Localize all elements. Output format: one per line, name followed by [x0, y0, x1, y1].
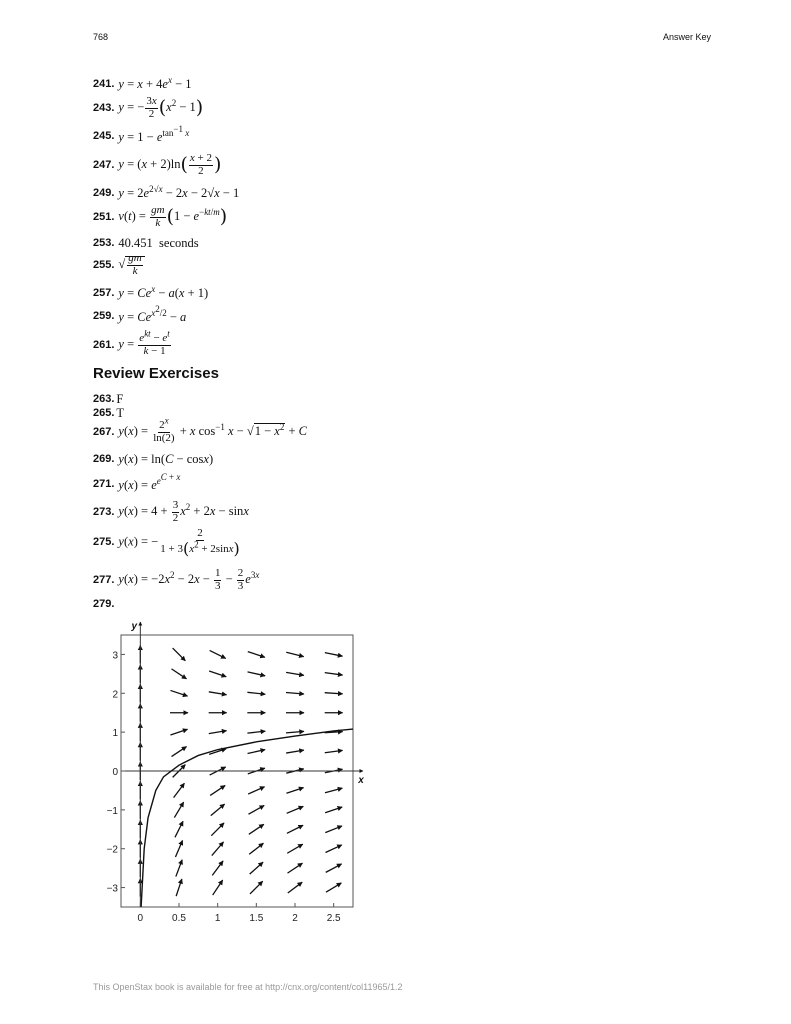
slope-arrow [212, 861, 223, 875]
slope-arrow [210, 785, 225, 795]
answer-243: 243. y = − $\frac{3x}{2}$ $(x^2 - 1)$ [93, 95, 204, 120]
x-tick-label: 2 [292, 913, 298, 923]
slope-arrow [248, 805, 264, 814]
answer-267: 267. y(x) = $\frac{2^x}{\ln(2)}$ + x $\cos^{-1} x - √1 - x^2 + C$ [93, 415, 307, 444]
slope-arrow [286, 731, 304, 732]
slope-arrow [250, 862, 263, 874]
page-number: 768 [93, 32, 109, 42]
y-tick-label: 2 [112, 689, 118, 701]
answer-277: 277. $y(x) = -2x^2 - 2x$ − $\frac{1}{3}$ − $\frac{2}{3}$ $e^{3x}$ [93, 567, 260, 592]
slope-arrow [250, 881, 263, 894]
answer-273: 273. y(x) = 4 + $\frac{3}{2}$ $x^2 + 2x - \sin x$ [93, 499, 249, 524]
slope-arrow [211, 804, 225, 816]
slope-arrow [248, 787, 264, 794]
slope-arrow [286, 788, 303, 794]
slope-arrow [213, 880, 223, 895]
slope-arrow [209, 671, 226, 677]
answer-259: 259. $y = Ce^{x^2/2} - a$ [93, 304, 187, 325]
answer-249: 249. $y = 2e^{2√x} - 2x - 2√x - 1$ [93, 183, 240, 201]
y-tick-label: 3 [112, 650, 118, 662]
slope-arrow [209, 692, 227, 695]
review-exercises-heading: Review Exercises [93, 365, 219, 382]
y-tick-label: −1 [106, 805, 118, 817]
answer-279: 279. [93, 597, 115, 610]
x-axis-label: x [358, 775, 364, 786]
slope-arrow [174, 802, 183, 817]
slope-arrow [288, 863, 303, 873]
slope-arrow [326, 845, 342, 853]
answer-271: 271. $y(x) = e^{e^{C + x}}$ [93, 472, 181, 493]
slope-arrow [248, 672, 266, 676]
slope-arrow [325, 673, 343, 675]
slope-arrow [176, 860, 182, 877]
slope-arrow [211, 823, 224, 836]
answer-263: 263. F [93, 392, 124, 407]
x-tick-label: 0 [137, 913, 144, 923]
slope-arrow [249, 824, 264, 834]
slope-arrow [247, 692, 265, 694]
running-header: Answer Key [662, 32, 711, 42]
slope-arrow [173, 648, 186, 661]
answer-275: 275. y(x) = − $\frac{2}{1 + 3(x^2 + 2\sin x)}$ [93, 527, 240, 558]
answer-255: 255. √ $\frac{gm}{k}$ [93, 253, 145, 277]
y-axis-label: y [131, 621, 138, 632]
answer-257: 257. $y = Ce^x - a(x + 1)$ [93, 283, 209, 301]
slope-arrow [248, 750, 266, 754]
slope-arrow [209, 731, 227, 734]
plot-axes [121, 622, 363, 907]
slope-arrow [175, 840, 182, 857]
slope-arrow [212, 842, 224, 856]
answer-253: 253. 40.451 seconds [93, 236, 199, 251]
slope-arrow [326, 864, 342, 872]
x-tick-label: 1.5 [249, 913, 264, 923]
slope-arrow [326, 883, 341, 892]
slope-arrow [172, 747, 187, 757]
answer-251: 251. v(t) = $\frac{gm}{k}$ $(1 - e^{-kt/m})$ [93, 204, 228, 229]
slope-arrow [325, 807, 342, 813]
slope-arrow [288, 882, 302, 893]
slope-arrow [286, 652, 303, 656]
slope-arrow [286, 693, 304, 694]
slope-arrow [175, 821, 183, 837]
answer-245: 245. $y = 1 - e^{tan^{-1} x}$ [93, 124, 190, 145]
x-tick-label: 0.5 [172, 913, 186, 923]
slope-arrow [249, 843, 263, 854]
slope-arrow [176, 879, 182, 896]
y-tick-label: 0 [112, 767, 118, 778]
answer-247: 247. y = (x + 2)ln( $\frac{x + 2}{2}$ ) [93, 152, 222, 177]
slope-arrow [325, 826, 342, 833]
slope-arrow [287, 825, 303, 833]
slope-arrow [172, 669, 187, 679]
slope-arrow [170, 729, 187, 735]
slope-arrow [325, 788, 342, 793]
x-tick-label: 2.5 [326, 913, 341, 923]
slope-arrow [210, 650, 226, 658]
x-tick-label: 1 [214, 913, 221, 923]
slope-arrow [247, 731, 265, 733]
slope-arrow [174, 783, 185, 797]
slope-arrow [248, 652, 265, 658]
y-tick-label: −3 [106, 883, 118, 895]
slope-arrow [287, 844, 303, 853]
slope-arrow [325, 693, 343, 694]
slope-arrow [325, 750, 343, 752]
y-tick-label: −2 [106, 844, 118, 856]
footer-note: This OpenStax book is available for free at http://cnx.org/content/col11965/1.2 [93, 982, 403, 992]
slope-arrow [286, 750, 304, 753]
direction-field-plot [100, 618, 375, 923]
slope-arrow [170, 690, 187, 696]
answer-241: 241. $y = x + 4e^x - 1$ [93, 74, 192, 92]
answer-261: 261. y = $\frac{e^{kt} - e^t}{k - 1}$ [93, 328, 170, 357]
answer-265: 265. T [93, 406, 125, 421]
answer-269: 269. y(x) = ln(C − cosx) [93, 452, 214, 467]
slope-arrow [286, 672, 304, 675]
slope-arrow [287, 806, 304, 813]
slope-arrow [325, 653, 343, 657]
y-tick-label: 1 [112, 728, 118, 740]
